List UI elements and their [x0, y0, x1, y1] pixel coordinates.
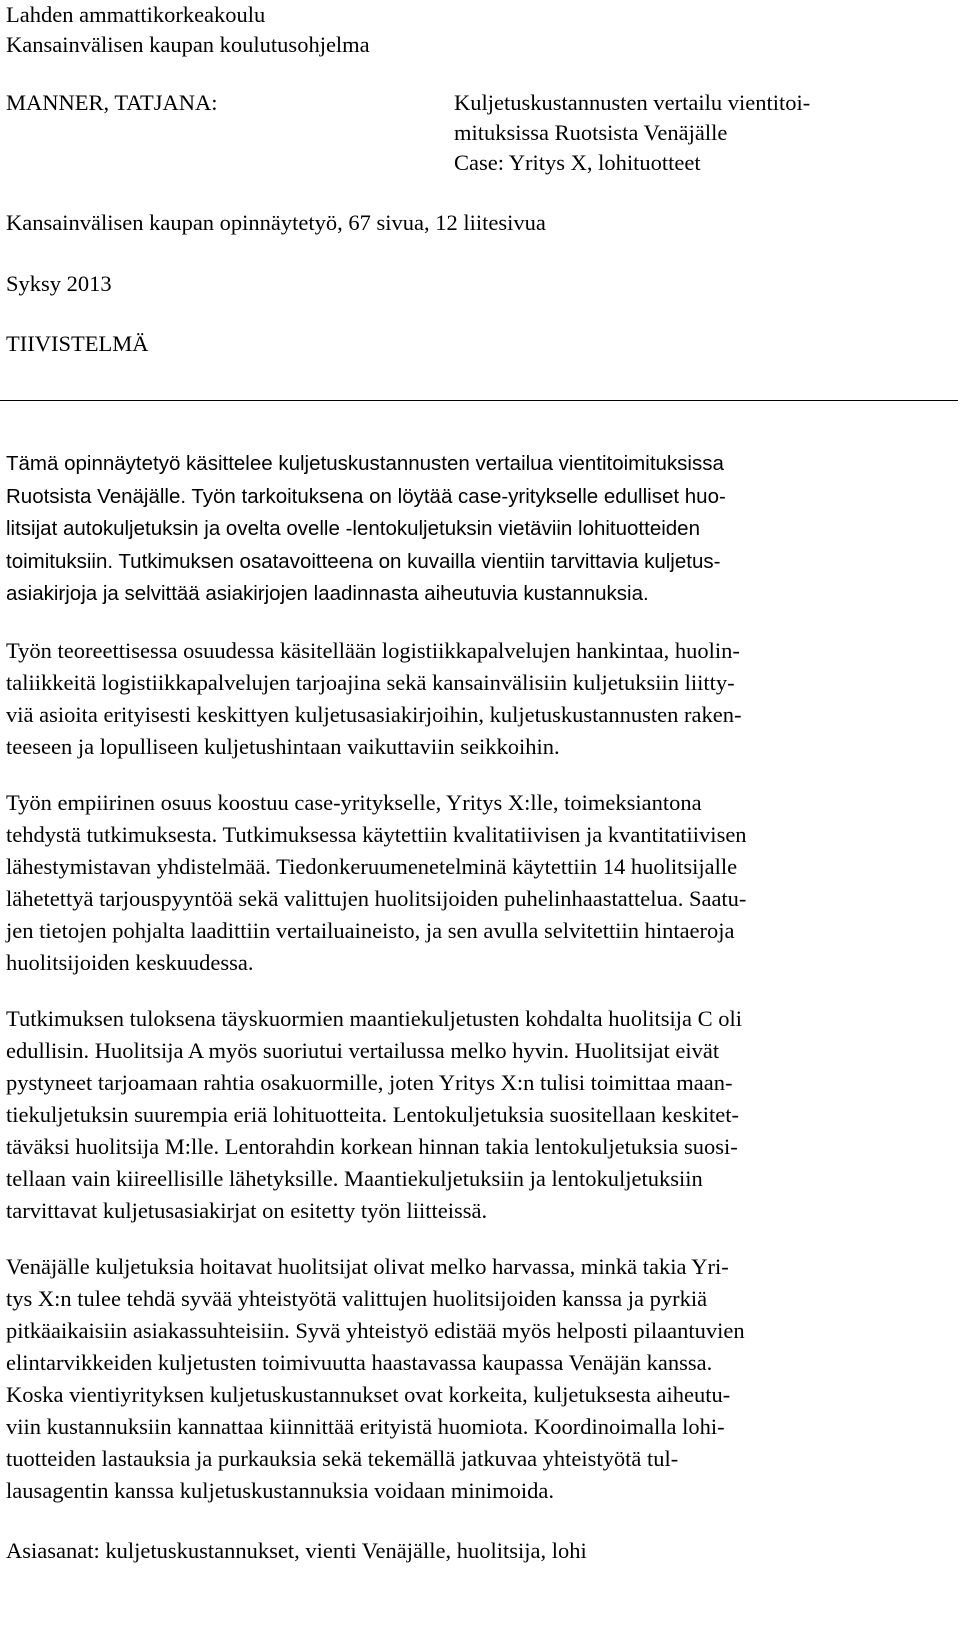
paragraph-line: huolitsijoiden keskuudessa.: [6, 950, 254, 975]
thesis-title-line: mituksissa Ruotsista Venäjälle: [454, 120, 728, 145]
paragraph-line: täväksi huolitsija M:lle. Lentorahdin korkean hinnan takia lentokuljetuksia suosi-: [6, 1134, 738, 1159]
paragraph-line: viin kustannuksiin kannattaa kiinnittää erityistä huomiota. Koordinoimalla lohi-: [6, 1414, 725, 1439]
paragraph-line: tehdystä tutkimuksesta. Tutkimuksessa käytettiin kvalitatiivisen ja kvantitatiivisen: [6, 822, 747, 847]
paragraph-line: viä asioita erityisesti keskittyen kuljetusasiakirjoihin, kuljetuskustannusten raken-: [6, 702, 742, 727]
paragraph-line: lähetettyä tarjouspyyntöä sekä valittujen huolitsijoiden puhelinhaastattelua. Saatu-: [6, 886, 747, 911]
programme-name: Kansainvälisen kaupan koulutusohjelma: [6, 32, 370, 57]
keywords: Asiasanat: kuljetuskustannukset, vienti Venäjälle, huolitsija, lohi: [6, 1538, 587, 1563]
paragraph-line: litsijat autokuljetuksin ja ovelta ovelle -lentokuljetuksin vietäviin lohituotteiden: [6, 517, 700, 540]
paragraph-line: Työn teoreettisessa osuudessa käsitellään logistiikkapalvelujen hankintaa, huolin-: [6, 638, 740, 663]
paragraph-line: tys X:n tulee tehdä syvää yhteistyötä valittujen huolitsijoiden kanssa ja pyrkiä: [6, 1286, 708, 1311]
paragraph-line: pystyneet tarjoamaan rahtia osakuormille, joten Yritys X:n tulisi toimittaa maan-: [6, 1070, 733, 1095]
paragraph-line: tarvittavat kuljetusasiakirjat on esitetty työn liitteissä.: [6, 1198, 488, 1223]
paragraph-line: tiekuljetuksin suurempia eriä lohituotteita. Lentokuljetuksia suositellaan keskitet-: [6, 1102, 739, 1127]
paragraph-line: edullisin. Huolitsija A myös suoriutui vertailussa melko hyvin. Huolitsijat eivät: [6, 1038, 720, 1063]
institution-name: Lahden ammattikorkeakoulu: [6, 2, 266, 27]
thesis-title-line: Kuljetuskustannusten vertailu vientitoi-: [454, 90, 811, 115]
paragraph-line: teeseen ja lopulliseen kuljetushintaan vaikuttaviin seikkoihin.: [6, 734, 560, 759]
paragraph-line: Ruotsista Venäjälle. Työn tarkoituksena on löytää case-yritykselle edulliset huo-: [6, 485, 726, 508]
paragraph-line: pitkäaikaisiin asiakassuhteisiin. Syvä yhteistyö edistää myös helposti pilaantuvien: [6, 1318, 745, 1343]
paragraph-line: Venäjälle kuljetuksia hoitavat huolitsijat olivat melko harvassa, minkä takia Yri-: [6, 1254, 729, 1279]
thesis-title-line: Case: Yritys X, lohituotteet: [454, 150, 701, 175]
paragraph-line: toimituksiin. Tutkimuksen osatavoitteena on kuvailla vientiin tarvittavia kuljetus-: [6, 550, 721, 573]
thesis-info: Kansainvälisen kaupan opinnäytetyö, 67 sivua, 12 liitesivua: [6, 210, 546, 235]
paragraph-line: lähestymistavan yhdistelmää. Tiedonkeruumenetelminä käytettiin 14 huolitsijalle: [6, 854, 738, 879]
paragraph-line: Koska vientiyrityksen kuljetuskustannukset ovat korkeita, kuljetuksesta aiheutu-: [6, 1382, 731, 1407]
paragraph-line: taliikkeitä logistiikkapalvelujen tarjoajina sekä kansainvälisiin kuljetuksiin liitty-: [6, 670, 735, 695]
paragraph-line: tellaan vain kiireellisille lähetyksille. Maantiekuljetuksiin ja lentokuljetuksiin: [6, 1166, 703, 1191]
section-heading: TIIVISTELMÄ: [6, 331, 149, 356]
author-name: MANNER, TATJANA:: [6, 90, 218, 115]
paragraph-line: Tutkimuksen tuloksena täyskuormien maantiekuljetusten kohdalta huolitsija C oli: [6, 1006, 742, 1031]
term: Syksy 2013: [6, 271, 112, 296]
paragraph-line: Työn empiirinen osuus koostuu case-yritykselle, Yritys X:lle, toimeksiantona: [6, 790, 702, 815]
paragraph-line: asiakirjoja ja selvittää asiakirjojen laadinnasta aiheutuvia kustannuksia.: [6, 582, 649, 605]
horizontal-rule: [0, 400, 958, 401]
paragraph-line: tuotteiden lastauksia ja purkauksia sekä tekemällä jatkuvaa yhteistyötä tul-: [6, 1446, 679, 1471]
paragraph-line: Tämä opinnäytetyö käsittelee kuljetuskustannusten vertailua vientitoimituksissa: [6, 452, 724, 475]
paragraph-line: elintarvikkeiden kuljetusten toimivuutta haastavassa kaupassa Venäjän kanssa.: [6, 1350, 713, 1375]
paragraph-line: jen tietojen pohjalta laadittiin vertailuaineisto, ja sen avulla selvitettiin hintaeroja: [6, 918, 735, 943]
paragraph-line: lausagentin kanssa kuljetuskustannuksia voidaan minimoida.: [6, 1478, 555, 1503]
